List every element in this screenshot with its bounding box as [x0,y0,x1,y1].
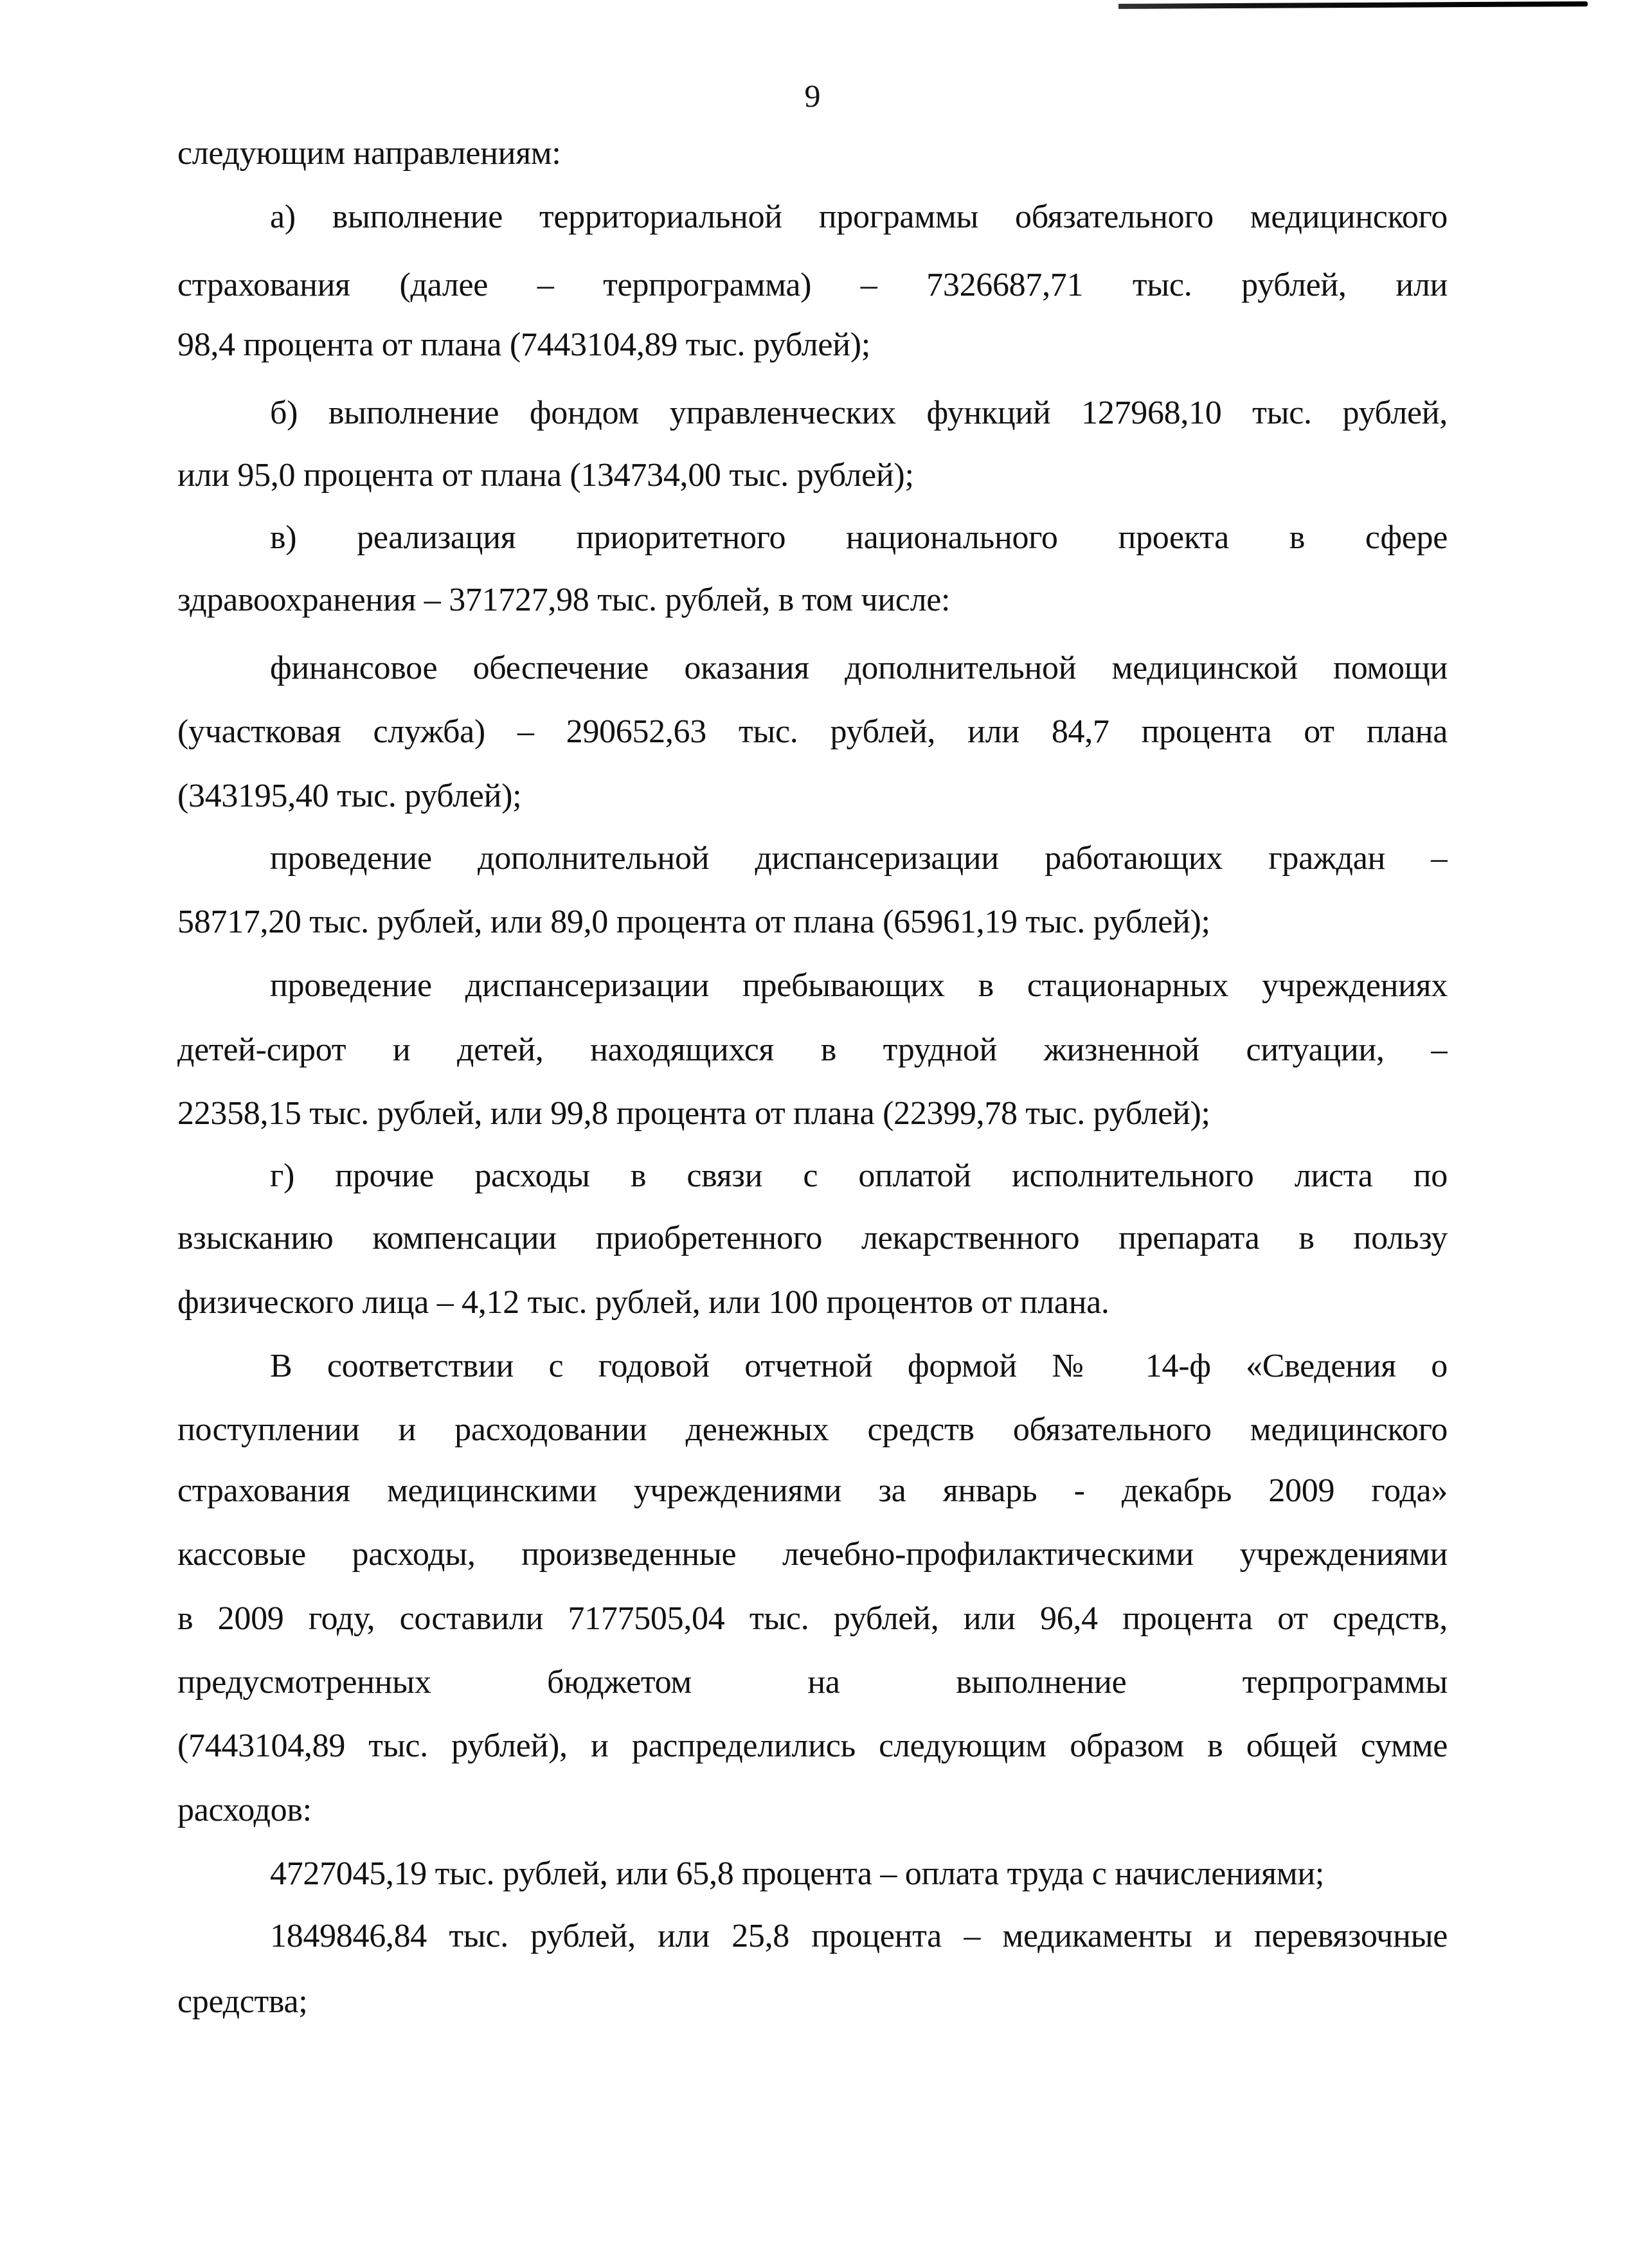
text-line: 58717,20 тыс. рублей, или 89,0 процента от плана (65961,19 тыс. рублей); [177,904,1210,940]
text-line: детей-сирот и детей, находящихся в трудной жизненной ситуации, – [177,1031,1448,1068]
text-line: кассовые расходы, произведенные лечебно-профилактическими учреждениями [177,1536,1448,1573]
text-line: 4727045,19 тыс. рублей, или 65,8 процента – оплата труда с начислениями; [270,1855,1325,1892]
text-line: г) прочие расходы в связи с оплатой исполнительного листа по [270,1157,1448,1194]
text-line: финансовое обеспечение оказания дополнительной медицинской помощи [270,650,1448,686]
text-line: проведение дополнительной диспансеризации работающих граждан – [270,840,1448,877]
text-line: предусмотренных бюджетом на выполнение терпрограммы [177,1664,1448,1701]
text-line: расходов: [177,1792,312,1828]
text-line: а) выполнение территориальной программы обязательного медицинского [270,199,1448,235]
text-line: в) реализация приоритетного национального проекта в сфере [270,519,1448,556]
text-line: или 95,0 процента от плана (134734,00 тыс. рублей); [177,457,914,494]
text-line: физического лица – 4,12 тыс. рублей, или 100 процентов от плана. [177,1284,1109,1321]
text-line: (343195,40 тыс. рублей); [177,778,522,814]
text-line: следующим направлениям: [177,135,561,172]
text-line: в 2009 году, составили 7177505,04 тыс. рублей, или 96,4 процента от средств, [177,1600,1448,1637]
text-line: (участковая служба) – 290652,63 тыс. рублей, или 84,7 процента от плана [177,713,1448,750]
text-line: 22358,15 тыс. рублей, или 99,8 процента от плана (22399,78 тыс. рублей); [177,1095,1210,1132]
text-line: средства; [177,1983,308,2020]
text-line: страхования медицинскими учреждениями за январь - декабрь 2009 года» [177,1472,1448,1509]
text-line: б) выполнение фондом управленческих функций 127968,10 тыс. рублей, [270,395,1448,431]
page-number: 9 [804,78,821,114]
text-line: здравоохранения – 371727,98 тыс. рублей, в том числе: [177,582,951,618]
text-line: проведение диспансеризации пребывающих в стационарных учреждениях [270,967,1448,1004]
text-line: 98,4 процента от плана (7443104,89 тыс. рублей); [177,326,870,363]
text-line: 1849846,84 тыс. рублей, или 25,8 процента – медикаменты и перевязочные [270,1918,1448,1954]
text-line: поступлении и расходовании денежных средств обязательного медицинского [177,1411,1448,1448]
scan-edge-line [1118,1,1588,9]
text-line: (7443104,89 тыс. рублей), и распределились следующим образом в общей сумме [177,1728,1448,1764]
text-line: взысканию компенсации приобретенного лекарственного препарата в пользу [177,1220,1448,1256]
text-line: В соответствии с годовой отчетной формой № 14-ф «Сведения о [270,1348,1448,1384]
text-line: страхования (далее – терпрограмма) – 7326687,71 тыс. рублей, или [177,267,1448,303]
